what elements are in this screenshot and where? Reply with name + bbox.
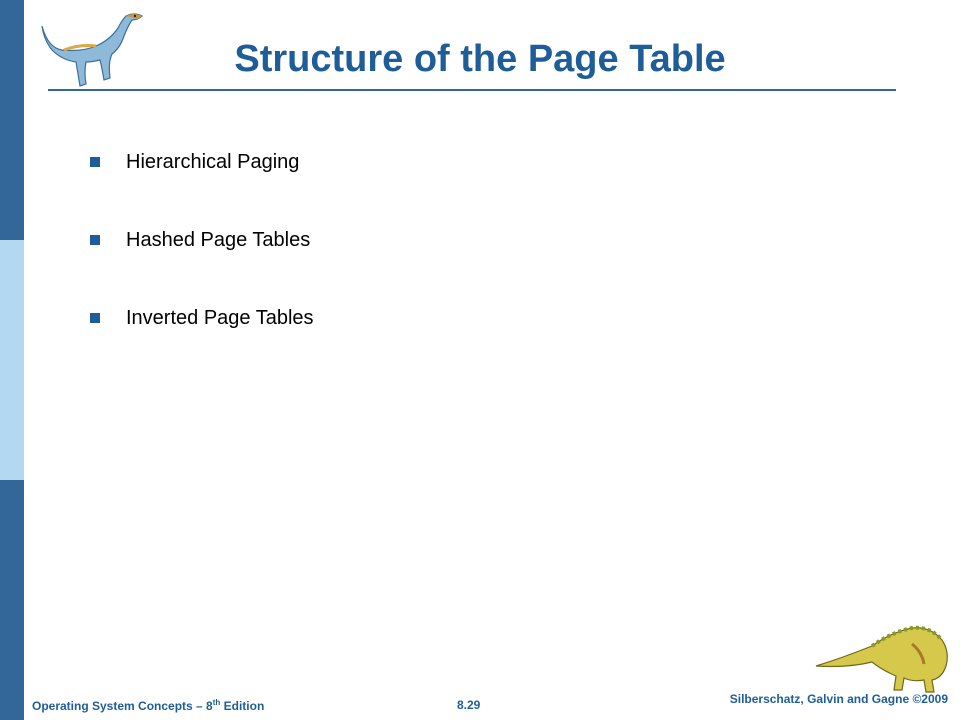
dinosaur-logo-icon [34, 6, 150, 90]
square-bullet-icon [90, 157, 100, 167]
bullet-text: Hierarchical Paging [126, 151, 300, 173]
bullet-text: Hashed Page Tables [126, 229, 311, 251]
copyright-notice: Silberschatz, Galvin and Gagne ©2009 [729, 692, 948, 706]
book-edition-label [32, 698, 264, 713]
square-bullet-icon [90, 235, 100, 245]
slide-footer [24, 690, 960, 720]
left-sidebar-bar [0, 0, 24, 720]
bullet-text: Inverted Page Tables [126, 307, 314, 329]
book-title-text: Operating System Concepts – 8 [32, 699, 213, 713]
page-number: 8.29 [457, 698, 481, 712]
edition-suffix-text: Edition [220, 699, 265, 713]
sidebar-highlight [0, 240, 24, 480]
edition-superscript: th [212, 698, 221, 707]
title-underline [48, 89, 896, 91]
slide-title: Structure of the Page Table [234, 38, 726, 80]
dinosaur-corner-icon [812, 618, 952, 694]
square-bullet-icon [90, 313, 100, 323]
